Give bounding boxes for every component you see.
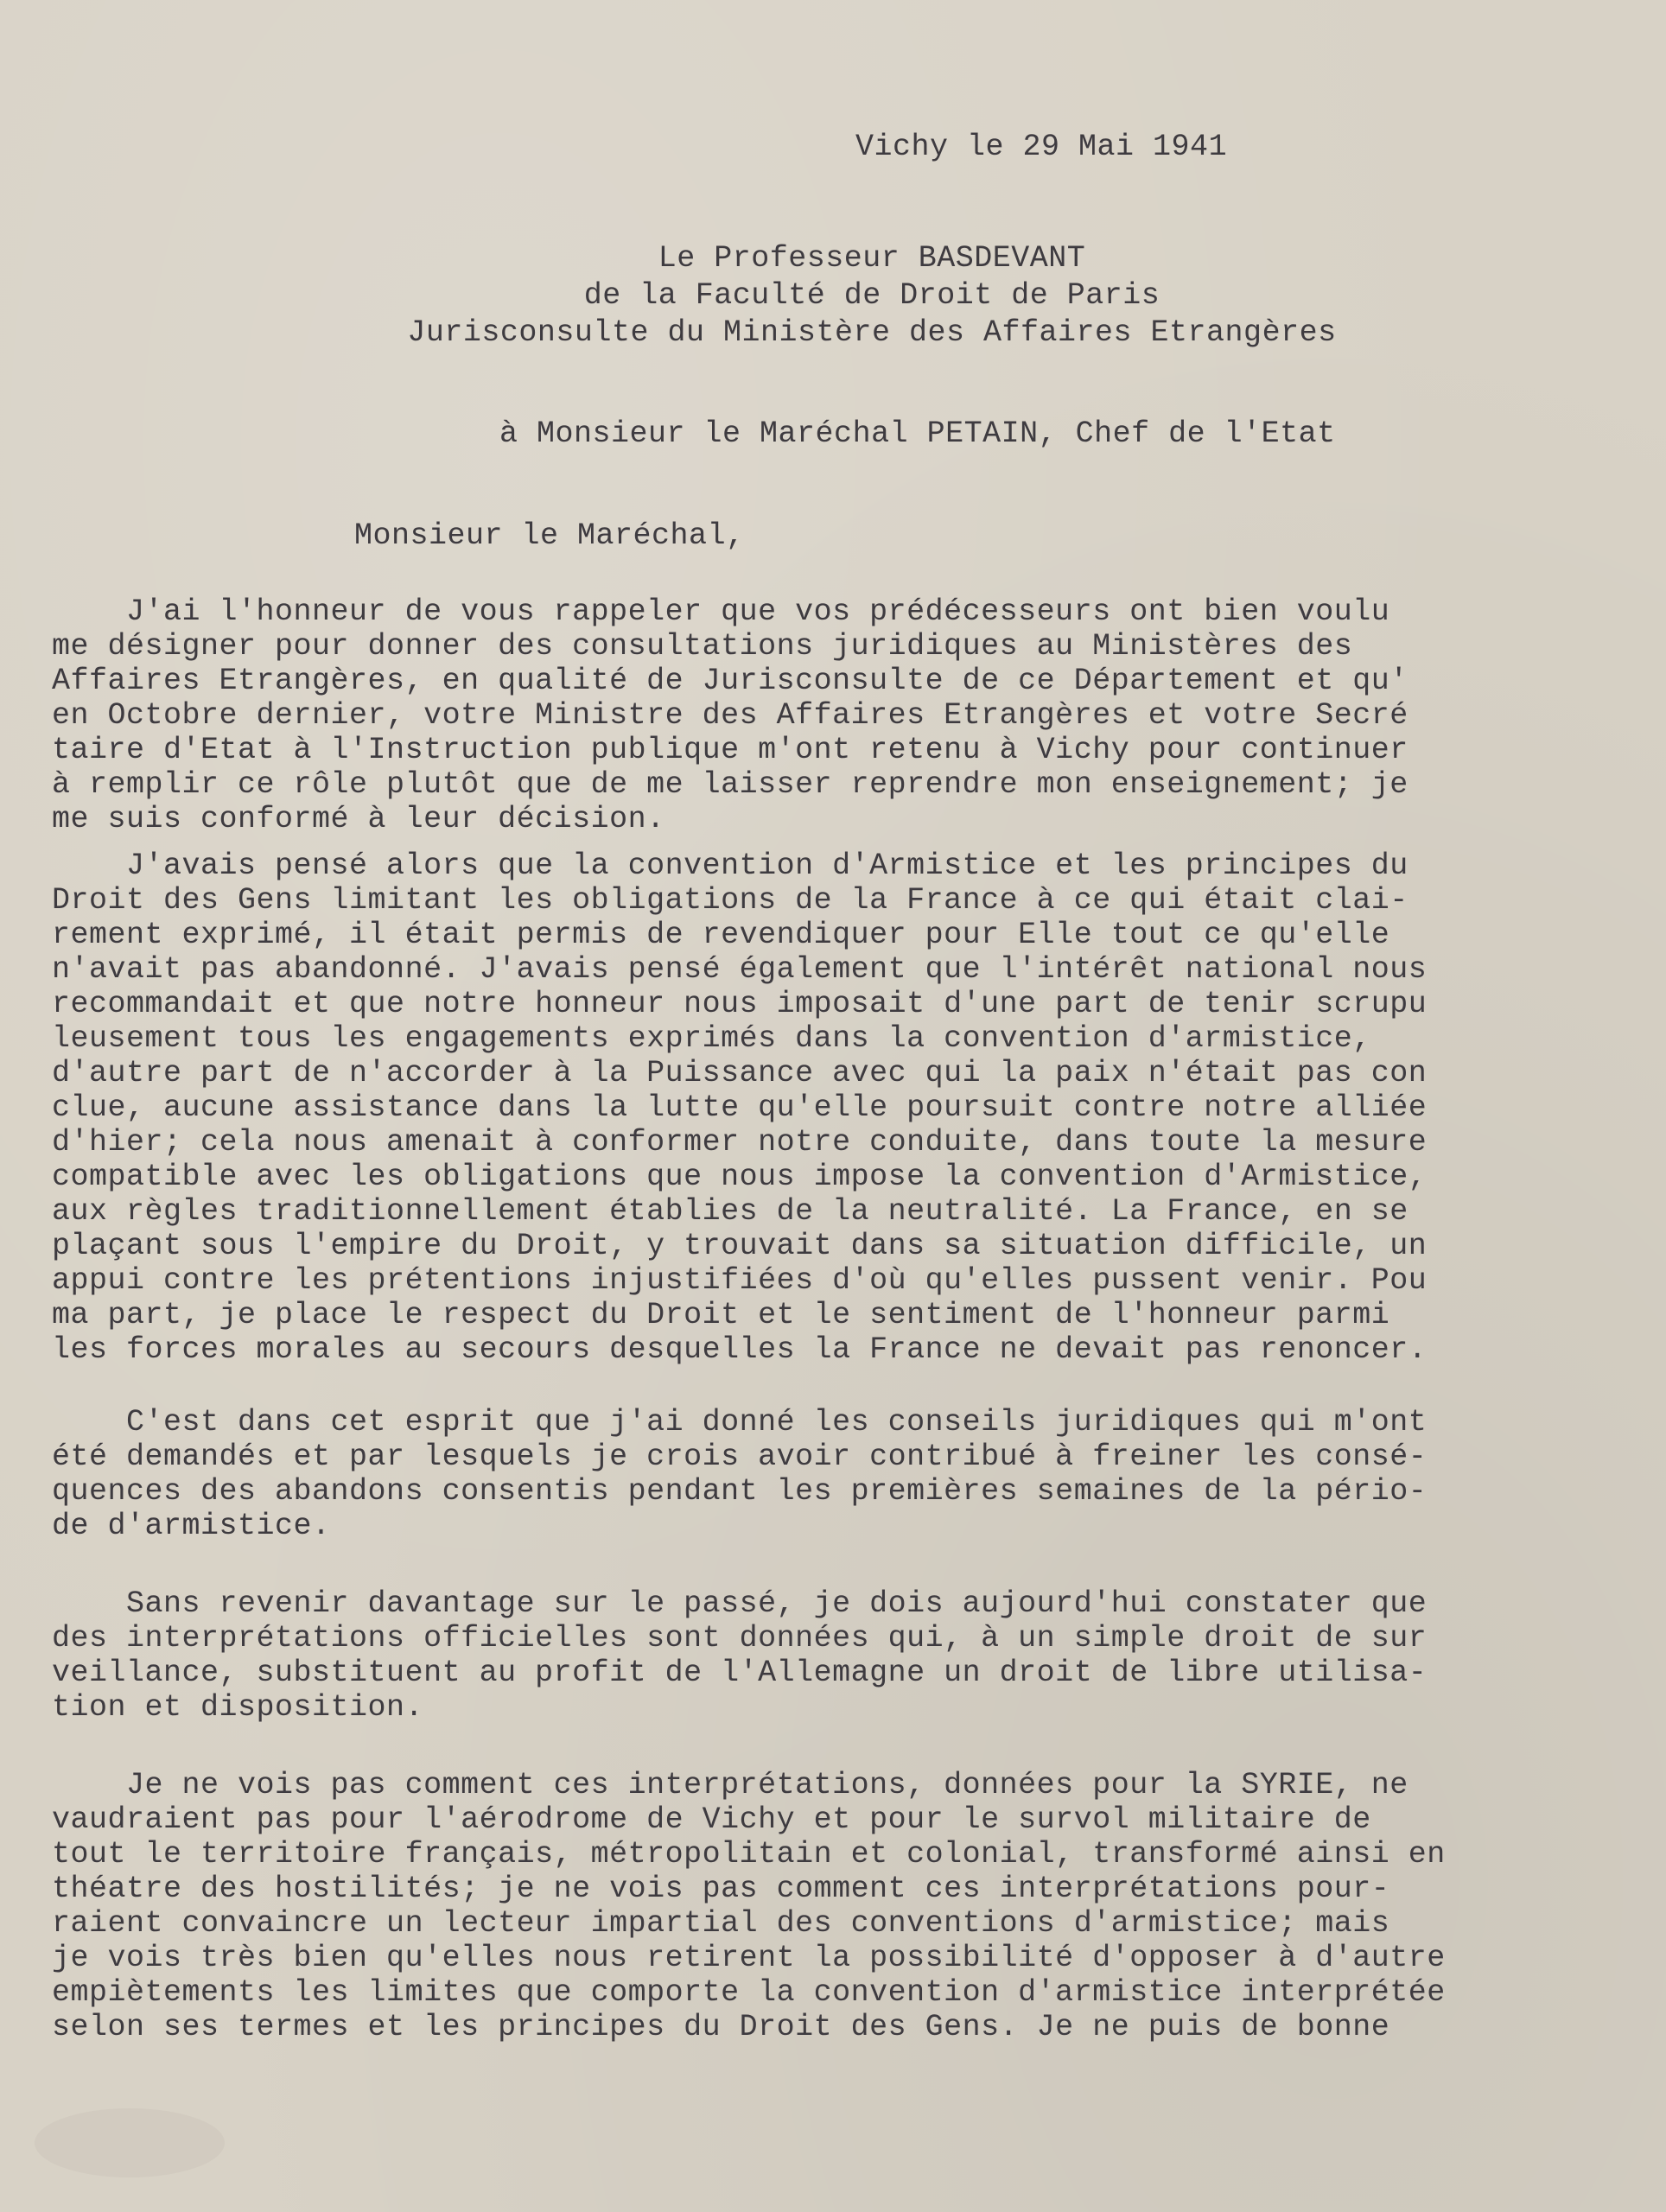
- text-line: J'avais pensé alors que la convention d'Armistice et les principes du: [52, 849, 1408, 883]
- text-line: ma part, je place le respect du Droit et le sentiment de l'honneur parmi: [52, 1298, 1390, 1332]
- text-line: raient convaincre un lecteur impartial des conventions d'armistice; mais: [52, 1906, 1390, 1941]
- text-line: quences des abandons consentis pendant les premières semaines de la pério-: [52, 1474, 1428, 1509]
- paragraph: [52, 594, 1620, 836]
- paragraph-gap: [52, 1367, 1620, 1405]
- text-line: plaçant sous l'empire du Droit, y trouvait dans sa situation difficile, un: [52, 1229, 1428, 1263]
- paragraph: [52, 849, 1620, 1367]
- letter-body: [52, 594, 1620, 2044]
- letter-date: Vichy le 29 Mai 1941: [855, 130, 1228, 164]
- text-line: taire d'Etat à l'Instruction publique m'ont retenu à Vichy pour continuer: [52, 733, 1408, 767]
- text-line: aux règles traditionnellement établies de la neutralité. La France, en se: [52, 1194, 1408, 1229]
- text-line: tion et disposition.: [52, 1690, 424, 1725]
- paragraph: [52, 1586, 1620, 1725]
- paragraph-gap: [52, 1725, 1620, 1768]
- text-line: les forces morales au secours desquelles la France ne devait pas renoncer.: [52, 1332, 1428, 1367]
- text-line: été demandés et par lesquels je crois avoir contribué à freiner les consé-: [52, 1440, 1428, 1474]
- text-line: vaudraient pas pour l'aérodrome de Vichy et pour le survol militaire de: [52, 1802, 1371, 1837]
- text-line: Affaires Etrangères, en qualité de Jurisconsulte de ce Département et qu': [52, 664, 1408, 698]
- paragraph-gap: [52, 1543, 1620, 1586]
- text-line: Droit des Gens limitant les obligations de la France à ce qui était clai-: [52, 883, 1408, 918]
- text-line: n'avait pas abandonné. J'avais pensé également que l'intérêt national nous: [52, 952, 1428, 987]
- text-line: Sans revenir davantage sur le passé, je dois aujourd'hui constater que: [52, 1586, 1428, 1621]
- text-line: C'est dans cet esprit que j'ai donné les conseils juridiques qui m'ont: [52, 1405, 1428, 1440]
- text-line: en Octobre dernier, votre Ministre des Affaires Etrangères et votre Secré: [52, 698, 1408, 733]
- text-line: appui contre les prétentions injustifiées d'où qu'elles pussent venir. Pou: [52, 1263, 1428, 1298]
- paragraph: [52, 1405, 1620, 1543]
- sender-line: Le Professeur BASDEVANT: [658, 241, 1086, 276]
- paragraph: [52, 1768, 1620, 2044]
- text-line: rement exprimé, il était permis de revendiquer pour Elle tout ce qu'elle: [52, 918, 1390, 952]
- text-line: de d'armistice.: [52, 1509, 331, 1543]
- text-line: J'ai l'honneur de vous rappeler que vos prédécesseurs ont bien voulu: [52, 594, 1390, 629]
- text-line: je vois très bien qu'elles nous retirent la possibilité d'opposer à d'autre: [52, 1941, 1446, 1975]
- text-line: clue, aucune assistance dans la lutte qu'elle poursuit contre notre alliée: [52, 1090, 1428, 1125]
- text-line: des interprétations officielles sont données qui, à un simple droit de sur: [52, 1621, 1428, 1656]
- paragraph-gap: [52, 836, 1620, 849]
- text-line: tout le territoire français, métropolitain et colonial, transformé ainsi en: [52, 1837, 1446, 1872]
- text-line: empiètements les limites que comporte la convention d'armistice interprétée: [52, 1975, 1446, 2010]
- text-line: veillance, substituent au profit de l'Allemagne un droit de libre utilisa-: [52, 1656, 1428, 1690]
- text-line: d'hier; cela nous amenait à conformer notre conduite, dans toute la mesure: [52, 1125, 1428, 1160]
- recipient-line: à Monsieur le Maréchal PETAIN, Chef de l'Etat: [499, 416, 1336, 451]
- text-line: recommandait et que notre honneur nous imposait d'une part de tenir scrupu: [52, 987, 1428, 1021]
- text-line: compatible avec les obligations que nous impose la convention d'Armistice,: [52, 1160, 1428, 1194]
- sender-line: de la Faculté de Droit de Paris: [583, 278, 1160, 313]
- text-line: me désigner pour donner des consultations juridiques au Ministères des: [52, 629, 1353, 664]
- text-line: selon ses termes et les principes du Droit des Gens. Je ne puis de bonne: [52, 2010, 1390, 2044]
- salutation: Monsieur le Maréchal,: [354, 518, 745, 553]
- paper-stain: [35, 2108, 225, 2177]
- text-line: Je ne vois pas comment ces interprétations, données pour la SYRIE, ne: [52, 1768, 1408, 1802]
- sender-line: Jurisconsulte du Ministère des Affaires Etrangères: [407, 315, 1337, 350]
- text-line: leusement tous les engagements exprimés dans la convention d'armistice,: [52, 1021, 1371, 1056]
- text-line: théatre des hostilités; je ne vois pas comment ces interprétations pour-: [52, 1872, 1390, 1906]
- text-line: me suis conformé à leur décision.: [52, 802, 665, 836]
- sender-block: [0, 240, 1666, 352]
- text-line: d'autre part de n'accorder à la Puissance avec qui la paix n'était pas con: [52, 1056, 1428, 1090]
- text-line: à remplir ce rôle plutôt que de me laisser reprendre mon enseignement; je: [52, 767, 1408, 802]
